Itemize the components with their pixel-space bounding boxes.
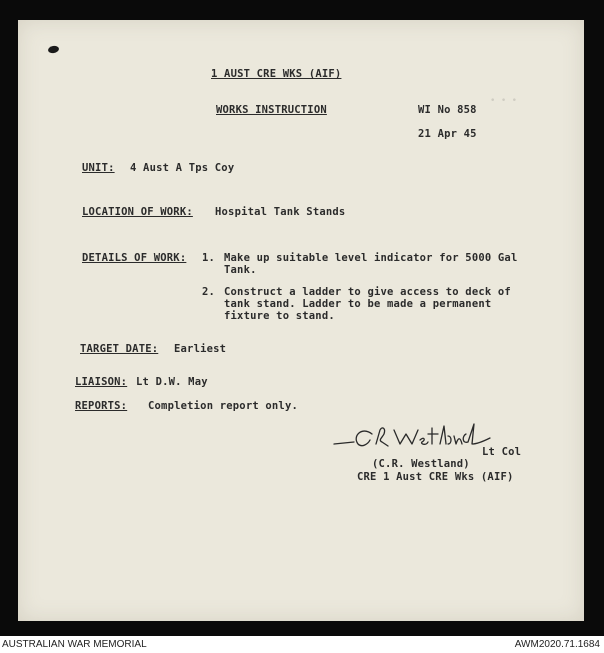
detail-line: Construct a ladder to give access to deck of: [224, 286, 511, 298]
reports-value: Completion report only.: [148, 400, 298, 412]
handwritten-signature: [314, 404, 504, 454]
detail-line: fixture to stand.: [224, 310, 335, 322]
unit-title: 1 AUST CRE WKS (AIF): [211, 68, 342, 80]
document-title: WORKS INSTRUCTION: [216, 104, 327, 116]
detail-number: 2.: [202, 286, 216, 298]
target-date-label: TARGET DATE:: [80, 343, 159, 355]
unit-label: UNIT:: [82, 162, 115, 174]
detail-line: Tank.: [224, 264, 257, 276]
unit-value: 4 Aust A Tps Coy: [130, 162, 235, 174]
detail-number: 1.: [202, 252, 216, 264]
signatory-rank: Lt Col: [482, 446, 522, 458]
footer-accession-number: AWM2020.71.1684: [514, 639, 600, 650]
liaison-value: Lt D.W. May: [136, 376, 208, 388]
detail-line: Make up suitable level indicator for 5000 Gal: [224, 252, 518, 264]
wi-number: WI No 858: [418, 104, 477, 116]
signatory-position: CRE 1 Aust CRE Wks (AIF): [357, 471, 514, 483]
location-label: LOCATION OF WORK:: [82, 206, 193, 218]
signatory-name: (C.R. Westland): [372, 458, 470, 470]
document-date: 21 Apr 45: [418, 128, 477, 140]
detail-line: tank stand. Ladder to be made a permanent: [224, 298, 492, 310]
location-value: Hospital Tank Stands: [215, 206, 346, 218]
target-date-value: Earliest: [174, 343, 227, 355]
bleed-through-mark: • • •: [490, 96, 518, 106]
footer-institution: AUSTRALIAN WAR MEMORIAL: [2, 639, 147, 650]
details-label: DETAILS OF WORK:: [82, 252, 187, 264]
liaison-label: LIAISON:: [75, 376, 128, 388]
reports-label: REPORTS:: [75, 400, 128, 412]
